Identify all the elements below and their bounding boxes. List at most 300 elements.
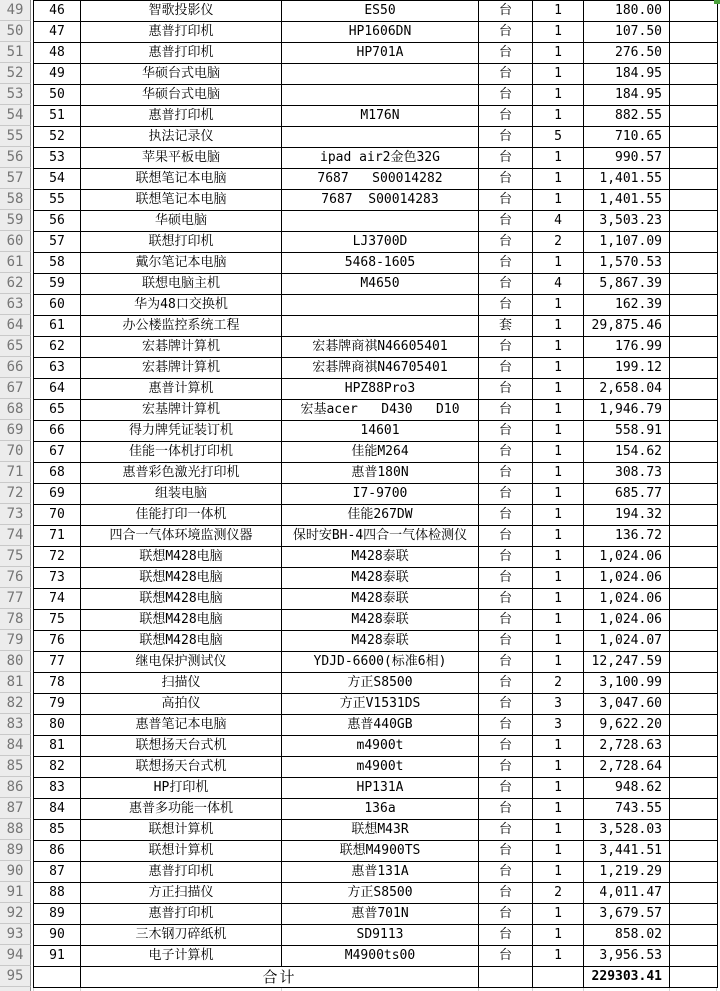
cell-unit[interactable]: 台	[479, 547, 533, 568]
cell-name[interactable]: 联想计算机	[81, 841, 282, 862]
row-header[interactable]: 95	[0, 966, 31, 987]
cell-unit[interactable]: 台	[479, 589, 533, 610]
cell-qty[interactable]: 1	[533, 463, 584, 484]
cell-qty[interactable]: 1	[533, 106, 584, 127]
cell-unit[interactable]: 台	[479, 190, 533, 211]
cell-amount[interactable]: 184.95	[584, 64, 670, 85]
cell-model[interactable]: m4900t	[282, 736, 479, 757]
cell-seq[interactable]: 79	[34, 694, 81, 715]
row-header[interactable]: 77	[0, 588, 31, 609]
row-header[interactable]: 81	[0, 672, 31, 693]
cell-name[interactable]: 联想打印机	[81, 232, 282, 253]
cell-amount[interactable]: 5,867.39	[584, 274, 670, 295]
cell-name[interactable]: 华硕电脑	[81, 211, 282, 232]
cell-seq[interactable]: 54	[34, 169, 81, 190]
cell-unit[interactable]: 台	[479, 421, 533, 442]
cell-amount[interactable]: 858.02	[584, 925, 670, 946]
cell-model[interactable]: SD9113	[282, 925, 479, 946]
cell-name[interactable]: 惠普打印机	[81, 862, 282, 883]
row-header[interactable]: 50	[0, 21, 31, 42]
cell-seq[interactable]: 56	[34, 211, 81, 232]
cell-unit[interactable]: 台	[479, 568, 533, 589]
cell-seq[interactable]: 65	[34, 400, 81, 421]
cell-extra[interactable]	[670, 274, 718, 295]
cell-extra[interactable]	[670, 547, 718, 568]
cell-name[interactable]: 三木钢刀碎纸机	[81, 925, 282, 946]
cell-unit[interactable]: 台	[479, 631, 533, 652]
cell-extra[interactable]	[670, 190, 718, 211]
total-label-cell[interactable]: 合计	[81, 967, 479, 988]
cell-qty[interactable]: 1	[533, 85, 584, 106]
cell-model[interactable]	[282, 316, 479, 337]
cell-amount[interactable]: 308.73	[584, 463, 670, 484]
cell-amount[interactable]: 1,219.29	[584, 862, 670, 883]
cell-model[interactable]: M4900ts00	[282, 946, 479, 967]
cell-seq[interactable]: 64	[34, 379, 81, 400]
cell-qty[interactable]: 1	[533, 547, 584, 568]
cell-qty[interactable]: 1	[533, 148, 584, 169]
cell-extra[interactable]	[670, 862, 718, 883]
cell-extra[interactable]	[670, 64, 718, 85]
cell-unit[interactable]: 台	[479, 400, 533, 421]
cell-unit[interactable]: 台	[479, 946, 533, 967]
cell-name[interactable]: 联想电脑主机	[81, 274, 282, 295]
cell-model[interactable]: M428泰联	[282, 568, 479, 589]
cell-qty[interactable]: 1	[533, 1, 584, 22]
cell-extra[interactable]	[670, 358, 718, 379]
cell-unit[interactable]: 台	[479, 22, 533, 43]
row-header[interactable]: 63	[0, 294, 31, 315]
cell-qty[interactable]: 1	[533, 589, 584, 610]
cell-qty[interactable]: 1	[533, 946, 584, 967]
cell-amount[interactable]: 882.55	[584, 106, 670, 127]
cell-model[interactable]: M428泰联	[282, 631, 479, 652]
cell-model[interactable]: ipad air2金色32G	[282, 148, 479, 169]
row-header[interactable]: 84	[0, 735, 31, 756]
cell-amount[interactable]: 1,570.53	[584, 253, 670, 274]
row-header[interactable]: 69	[0, 420, 31, 441]
cell-name[interactable]: 惠普彩色激光打印机	[81, 463, 282, 484]
cell-model[interactable]: 联想M4900TS	[282, 841, 479, 862]
cell-qty[interactable]: 1	[533, 904, 584, 925]
cell-qty[interactable]: 1	[533, 568, 584, 589]
row-header[interactable]: 78	[0, 609, 31, 630]
row-header[interactable]: 56	[0, 147, 31, 168]
cell-seq[interactable]: 81	[34, 736, 81, 757]
cell-seq[interactable]: 48	[34, 43, 81, 64]
row-header[interactable]: 49	[0, 0, 31, 21]
cell-qty[interactable]: 1	[533, 169, 584, 190]
cell-seq[interactable]: 78	[34, 673, 81, 694]
row-header[interactable]: 64	[0, 315, 31, 336]
cell-extra[interactable]	[670, 673, 718, 694]
row-header[interactable]: 94	[0, 945, 31, 966]
cell-name[interactable]: 惠普打印机	[81, 106, 282, 127]
cell-extra[interactable]	[670, 463, 718, 484]
row-header[interactable]: 89	[0, 840, 31, 861]
cell-extra[interactable]	[670, 694, 718, 715]
cell-unit[interactable]: 台	[479, 505, 533, 526]
cell-model[interactable]: 惠普180N	[282, 463, 479, 484]
cell-seq[interactable]: 55	[34, 190, 81, 211]
cell-name[interactable]: 宏碁牌计算机	[81, 358, 282, 379]
row-header[interactable]: 59	[0, 210, 31, 231]
cell-amount[interactable]: 3,441.51	[584, 841, 670, 862]
cell-seq[interactable]: 52	[34, 127, 81, 148]
cell-unit[interactable]: 台	[479, 694, 533, 715]
cell-name[interactable]: HP打印机	[81, 778, 282, 799]
cell-extra[interactable]	[670, 841, 718, 862]
cell-seq[interactable]: 76	[34, 631, 81, 652]
cell-qty[interactable]: 1	[533, 190, 584, 211]
cell-amount[interactable]: 194.32	[584, 505, 670, 526]
cell-qty[interactable]: 1	[533, 778, 584, 799]
cell-qty[interactable]: 1	[533, 64, 584, 85]
cell-extra[interactable]	[670, 715, 718, 736]
cell-model[interactable]: 联想M43R	[282, 820, 479, 841]
cell-amount[interactable]: 990.57	[584, 148, 670, 169]
cell-qty[interactable]: 1	[533, 799, 584, 820]
cell-unit[interactable]: 台	[479, 820, 533, 841]
cell-model[interactable]: HPZ88Pro3	[282, 379, 479, 400]
cell-model[interactable]: HP701A	[282, 43, 479, 64]
cell-extra[interactable]	[670, 211, 718, 232]
cell-seq[interactable]: 89	[34, 904, 81, 925]
row-header[interactable]: 71	[0, 462, 31, 483]
cell-unit[interactable]: 台	[479, 337, 533, 358]
row-header[interactable]: 67	[0, 378, 31, 399]
row-header[interactable]: 53	[0, 84, 31, 105]
cell-name[interactable]: 宏基牌计算机	[81, 400, 282, 421]
cell-seq[interactable]: 72	[34, 547, 81, 568]
cell-extra[interactable]	[670, 22, 718, 43]
cell-name[interactable]: 执法记录仪	[81, 127, 282, 148]
cell-qty[interactable]: 4	[533, 274, 584, 295]
row-header[interactable]: 79	[0, 630, 31, 651]
cell-model[interactable]: m4900t	[282, 757, 479, 778]
cell-qty[interactable]: 2	[533, 673, 584, 694]
row-header[interactable]: 74	[0, 525, 31, 546]
cell-amount[interactable]: 1,946.79	[584, 400, 670, 421]
cell-name[interactable]: 惠普笔记本电脑	[81, 715, 282, 736]
cell-qty[interactable]: 1	[533, 316, 584, 337]
cell-name[interactable]: 联想M428电脑	[81, 547, 282, 568]
cell-extra[interactable]	[670, 757, 718, 778]
cell-amount[interactable]: 4,011.47	[584, 883, 670, 904]
row-header[interactable]: 72	[0, 483, 31, 504]
total-qty-cell[interactable]	[533, 967, 584, 988]
cell-amount[interactable]: 3,528.03	[584, 820, 670, 841]
cell-unit[interactable]: 台	[479, 106, 533, 127]
cell-model[interactable]: M428泰联	[282, 610, 479, 631]
cell-seq[interactable]: 58	[34, 253, 81, 274]
cell-amount[interactable]: 1,024.06	[584, 589, 670, 610]
cell-model[interactable]: 5468-1605	[282, 253, 479, 274]
cell-extra[interactable]	[670, 400, 718, 421]
cell-amount[interactable]: 1,401.55	[584, 190, 670, 211]
cell-amount[interactable]: 3,047.60	[584, 694, 670, 715]
row-header[interactable]: 54	[0, 105, 31, 126]
cell-seq[interactable]: 50	[34, 85, 81, 106]
cell-model[interactable]: 方正S8500	[282, 673, 479, 694]
cell-model[interactable]: M4650	[282, 274, 479, 295]
cell-seq[interactable]: 70	[34, 505, 81, 526]
total-seq-cell[interactable]	[34, 967, 81, 988]
cell-unit[interactable]: 台	[479, 904, 533, 925]
cell-seq[interactable]: 51	[34, 106, 81, 127]
cell-extra[interactable]	[670, 526, 718, 547]
cell-qty[interactable]: 1	[533, 337, 584, 358]
cell-model[interactable]: ES50	[282, 1, 479, 22]
cell-extra[interactable]	[670, 505, 718, 526]
cell-extra[interactable]	[670, 295, 718, 316]
cell-qty[interactable]: 3	[533, 715, 584, 736]
cell-qty[interactable]: 1	[533, 505, 584, 526]
cell-seq[interactable]: 77	[34, 652, 81, 673]
cell-model[interactable]: 惠普701N	[282, 904, 479, 925]
cell-model[interactable]	[282, 64, 479, 85]
cell-unit[interactable]: 台	[479, 232, 533, 253]
cell-unit[interactable]: 台	[479, 274, 533, 295]
cell-extra[interactable]	[670, 85, 718, 106]
cell-unit[interactable]: 套	[479, 316, 533, 337]
row-header[interactable]: 73	[0, 504, 31, 525]
cell-amount[interactable]: 948.62	[584, 778, 670, 799]
cell-seq[interactable]: 46	[34, 1, 81, 22]
cell-model[interactable]: 方正S8500	[282, 883, 479, 904]
total-extra-cell[interactable]	[670, 967, 718, 988]
cell-qty[interactable]: 1	[533, 295, 584, 316]
cell-extra[interactable]	[670, 631, 718, 652]
cell-amount[interactable]: 9,622.20	[584, 715, 670, 736]
cell-qty[interactable]: 3	[533, 694, 584, 715]
cell-seq[interactable]: 68	[34, 463, 81, 484]
cell-qty[interactable]: 1	[533, 253, 584, 274]
cell-extra[interactable]	[670, 904, 718, 925]
cell-name[interactable]: 联想扬天台式机	[81, 736, 282, 757]
cell-seq[interactable]: 71	[34, 526, 81, 547]
cell-seq[interactable]: 90	[34, 925, 81, 946]
cell-seq[interactable]: 75	[34, 610, 81, 631]
cell-amount[interactable]: 199.12	[584, 358, 670, 379]
cell-seq[interactable]: 87	[34, 862, 81, 883]
cell-extra[interactable]	[670, 883, 718, 904]
cell-unit[interactable]: 台	[479, 442, 533, 463]
cell-amount[interactable]: 12,247.59	[584, 652, 670, 673]
cell-extra[interactable]	[670, 799, 718, 820]
cell-name[interactable]: 戴尔笔记本电脑	[81, 253, 282, 274]
cell-seq[interactable]: 69	[34, 484, 81, 505]
cell-qty[interactable]: 4	[533, 211, 584, 232]
cell-amount[interactable]: 180.00	[584, 1, 670, 22]
cell-unit[interactable]: 台	[479, 715, 533, 736]
cell-unit[interactable]: 台	[479, 778, 533, 799]
cell-name[interactable]: 组装电脑	[81, 484, 282, 505]
cell-seq[interactable]: 91	[34, 946, 81, 967]
cell-extra[interactable]	[670, 1, 718, 22]
cell-amount[interactable]: 29,875.46	[584, 316, 670, 337]
row-header[interactable]: 92	[0, 903, 31, 924]
row-header[interactable]: 87	[0, 798, 31, 819]
cell-seq[interactable]: 53	[34, 148, 81, 169]
cell-qty[interactable]: 1	[533, 862, 584, 883]
cell-qty[interactable]: 1	[533, 736, 584, 757]
cell-amount[interactable]: 136.72	[584, 526, 670, 547]
cell-name[interactable]: 扫描仪	[81, 673, 282, 694]
cell-unit[interactable]: 台	[479, 64, 533, 85]
total-amount-cell[interactable]: 229303.41	[584, 967, 670, 988]
cell-name[interactable]: 联想M428电脑	[81, 568, 282, 589]
cell-extra[interactable]	[670, 442, 718, 463]
cell-amount[interactable]: 743.55	[584, 799, 670, 820]
cell-amount[interactable]: 2,728.63	[584, 736, 670, 757]
cell-model[interactable]: 宏基acer D430 D10	[282, 400, 479, 421]
row-header[interactable]: 82	[0, 693, 31, 714]
cell-qty[interactable]: 1	[533, 610, 584, 631]
row-header[interactable]: 66	[0, 357, 31, 378]
row-header[interactable]: 91	[0, 882, 31, 903]
cell-model[interactable]: 佳能267DW	[282, 505, 479, 526]
cell-extra[interactable]	[670, 253, 718, 274]
cell-qty[interactable]: 1	[533, 652, 584, 673]
cell-name[interactable]: 苹果平板电脑	[81, 148, 282, 169]
row-header[interactable]: 61	[0, 252, 31, 273]
cell-name[interactable]: 智歌投影仪	[81, 1, 282, 22]
cell-seq[interactable]: 74	[34, 589, 81, 610]
total-unit-cell[interactable]	[479, 967, 533, 988]
cell-qty[interactable]: 1	[533, 421, 584, 442]
row-header[interactable]: 85	[0, 756, 31, 777]
cell-name[interactable]: 联想M428电脑	[81, 610, 282, 631]
cell-model[interactable]: 136a	[282, 799, 479, 820]
cell-extra[interactable]	[670, 379, 718, 400]
cell-model[interactable]: M428泰联	[282, 547, 479, 568]
row-header[interactable]: 68	[0, 399, 31, 420]
row-header[interactable]: 86	[0, 777, 31, 798]
cell-amount[interactable]: 3,503.23	[584, 211, 670, 232]
cell-amount[interactable]: 1,024.06	[584, 568, 670, 589]
cell-model[interactable]	[282, 211, 479, 232]
cell-name[interactable]: 惠普多功能一体机	[81, 799, 282, 820]
cell-model[interactable]: 方正V1531DS	[282, 694, 479, 715]
cell-qty[interactable]: 2	[533, 883, 584, 904]
cell-qty[interactable]: 1	[533, 484, 584, 505]
cell-extra[interactable]	[670, 421, 718, 442]
cell-unit[interactable]: 台	[479, 841, 533, 862]
cell-model[interactable]: 宏碁牌商祺N46605401	[282, 337, 479, 358]
cell-amount[interactable]: 710.65	[584, 127, 670, 148]
cell-amount[interactable]: 1,401.55	[584, 169, 670, 190]
cell-name[interactable]: 方正扫描仪	[81, 883, 282, 904]
cell-model[interactable]	[282, 127, 479, 148]
cell-seq[interactable]: 61	[34, 316, 81, 337]
cell-seq[interactable]: 73	[34, 568, 81, 589]
cell-name[interactable]: 四合一气体环境监测仪器	[81, 526, 282, 547]
row-header[interactable]: 93	[0, 924, 31, 945]
cell-amount[interactable]: 3,956.53	[584, 946, 670, 967]
cell-model[interactable]: YDJD-6600(标准6相)	[282, 652, 479, 673]
row-header[interactable]: 83	[0, 714, 31, 735]
cell-model[interactable]: M176N	[282, 106, 479, 127]
cell-qty[interactable]: 1	[533, 820, 584, 841]
row-header[interactable]: 76	[0, 567, 31, 588]
cell-model[interactable]	[282, 85, 479, 106]
cell-amount[interactable]: 2,658.04	[584, 379, 670, 400]
cell-name[interactable]: 联想笔记本电脑	[81, 190, 282, 211]
cell-amount[interactable]: 176.99	[584, 337, 670, 358]
cell-seq[interactable]: 85	[34, 820, 81, 841]
cell-seq[interactable]: 59	[34, 274, 81, 295]
cell-unit[interactable]: 台	[479, 862, 533, 883]
cell-seq[interactable]: 82	[34, 757, 81, 778]
row-header[interactable]: 70	[0, 441, 31, 462]
cell-extra[interactable]	[670, 106, 718, 127]
cell-extra[interactable]	[670, 148, 718, 169]
cell-qty[interactable]: 1	[533, 358, 584, 379]
cell-unit[interactable]: 台	[479, 295, 533, 316]
cell-seq[interactable]: 80	[34, 715, 81, 736]
cell-seq[interactable]: 88	[34, 883, 81, 904]
cell-extra[interactable]	[670, 484, 718, 505]
cell-unit[interactable]: 台	[479, 652, 533, 673]
cell-name[interactable]: 宏碁牌计算机	[81, 337, 282, 358]
cell-model[interactable]: 7687 S00014283	[282, 190, 479, 211]
cell-extra[interactable]	[670, 316, 718, 337]
cell-amount[interactable]: 3,100.99	[584, 673, 670, 694]
cell-model[interactable]: 佳能M264	[282, 442, 479, 463]
cell-name[interactable]: 惠普打印机	[81, 43, 282, 64]
row-header[interactable]: 51	[0, 42, 31, 63]
cell-amount[interactable]: 162.39	[584, 295, 670, 316]
cell-qty[interactable]: 1	[533, 757, 584, 778]
cell-unit[interactable]: 台	[479, 736, 533, 757]
cell-amount[interactable]: 1,024.06	[584, 547, 670, 568]
cell-unit[interactable]: 台	[479, 43, 533, 64]
cell-unit[interactable]: 台	[479, 211, 533, 232]
cell-extra[interactable]	[670, 736, 718, 757]
cell-name[interactable]: 惠普打印机	[81, 904, 282, 925]
cell-qty[interactable]: 1	[533, 841, 584, 862]
cell-seq[interactable]: 49	[34, 64, 81, 85]
cell-name[interactable]: 佳能一体机打印机	[81, 442, 282, 463]
cell-name[interactable]: 高拍仪	[81, 694, 282, 715]
cell-amount[interactable]: 107.50	[584, 22, 670, 43]
cell-name[interactable]: 联想M428电脑	[81, 589, 282, 610]
cell-unit[interactable]: 台	[479, 463, 533, 484]
row-header[interactable]: 55	[0, 126, 31, 147]
cell-extra[interactable]	[670, 589, 718, 610]
cell-model[interactable]: 惠普131A	[282, 862, 479, 883]
cell-name[interactable]: 办公楼监控系统工程	[81, 316, 282, 337]
row-header[interactable]: 75	[0, 546, 31, 567]
cell-model[interactable]: I7-9700	[282, 484, 479, 505]
cell-name[interactable]: 联想扬天台式机	[81, 757, 282, 778]
cell-amount[interactable]: 154.62	[584, 442, 670, 463]
fill-handle[interactable]	[714, 0, 720, 4]
row-header[interactable]: 57	[0, 168, 31, 189]
cell-name[interactable]: 华为48口交换机	[81, 295, 282, 316]
cell-extra[interactable]	[670, 43, 718, 64]
cell-extra[interactable]	[670, 169, 718, 190]
cell-name[interactable]: 惠普计算机	[81, 379, 282, 400]
cell-amount[interactable]: 1,024.06	[584, 610, 670, 631]
cell-model[interactable]: 保时安BH-4四合一气体检测仪	[282, 526, 479, 547]
cell-qty[interactable]: 5	[533, 127, 584, 148]
cell-unit[interactable]: 台	[479, 673, 533, 694]
cell-extra[interactable]	[670, 568, 718, 589]
cell-extra[interactable]	[670, 778, 718, 799]
cell-extra[interactable]	[670, 925, 718, 946]
